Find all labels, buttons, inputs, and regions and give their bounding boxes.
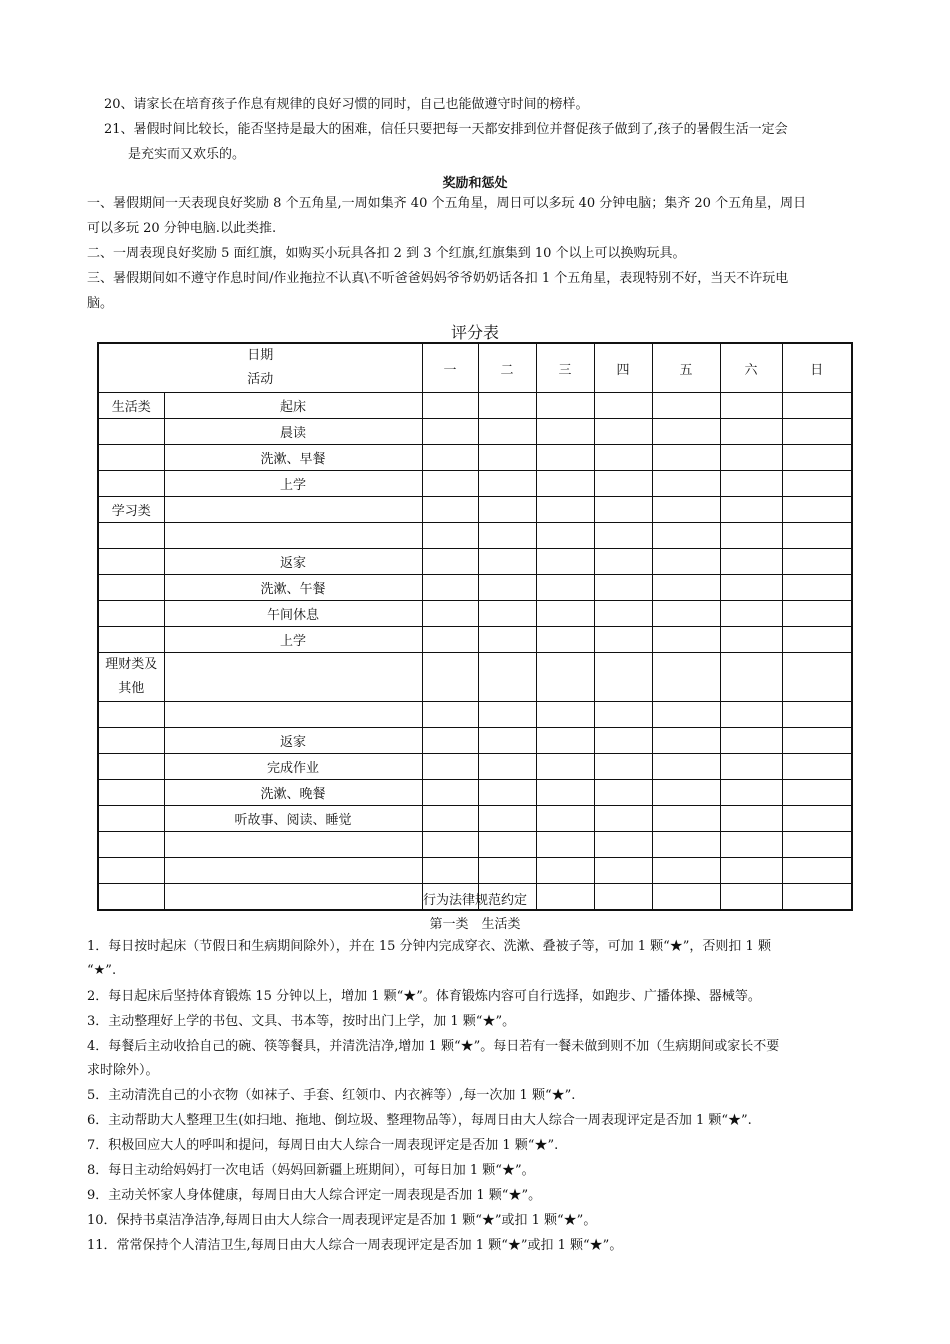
score-cell[interactable] [720, 702, 782, 728]
row-activity: 完成作业 [164, 754, 422, 780]
header-date: 日期 [247, 348, 274, 363]
score-cell[interactable] [478, 832, 536, 858]
intro-item-21-line1: 21、暑假时间比较长，能否坚持是最大的困难，信任只要把每一天都安排到位并督促孩子做到了,孩子的暑假生活一定会 [104, 122, 788, 137]
score-cell[interactable] [422, 419, 478, 445]
rewards-title: 奖励和惩处 [442, 176, 508, 191]
rewards-p2: 二、一周表现良好奖励 5 面红旗，如购买小玩具各扣 2 到 3 个红旗,红旗集到 10 个以上可以换购玩具。 [87, 246, 686, 261]
score-cell[interactable] [594, 728, 652, 754]
score-cell[interactable] [422, 728, 478, 754]
row-category [98, 445, 164, 471]
table-row [98, 754, 852, 780]
header-day: 五 [652, 343, 720, 393]
score-cell[interactable] [594, 702, 652, 728]
rule-11: 11．常常保持个人清洁卫生,每周日由大人综合一周表现评定是否加 1 颗“★”或扣 1 颗“★”。 [87, 1238, 623, 1253]
score-cell[interactable] [536, 549, 594, 575]
row-category [98, 523, 164, 549]
rule-8: 8．每日主动给妈妈打一次电话（妈妈回新疆上班期间），可每日加 1 颗“★”。 [87, 1163, 535, 1178]
score-cell[interactable] [594, 471, 652, 497]
row-category [98, 575, 164, 601]
score-cell[interactable] [422, 702, 478, 728]
score-cell[interactable] [536, 806, 594, 832]
score-cell[interactable] [536, 575, 594, 601]
score-cell[interactable] [652, 806, 720, 832]
score-cell[interactable] [594, 627, 652, 653]
score-cell[interactable] [478, 806, 536, 832]
score-cell[interactable] [536, 832, 594, 858]
score-cell[interactable] [782, 497, 852, 523]
rewards-p1-line2: 可以多玩 20 分钟电脑.以此类推. [87, 221, 277, 236]
row-category [98, 627, 164, 653]
score-cell[interactable] [720, 575, 782, 601]
row-category [98, 832, 164, 858]
header-day: 四 [594, 343, 652, 393]
score-cell[interactable] [652, 728, 720, 754]
table-row [98, 497, 852, 523]
score-cell[interactable] [536, 471, 594, 497]
row-category [98, 780, 164, 806]
score-cell[interactable] [536, 523, 594, 549]
header-day: 三 [536, 343, 594, 393]
score-cell[interactable] [422, 754, 478, 780]
score-cell[interactable] [478, 445, 536, 471]
score-cell[interactable] [536, 858, 594, 884]
score-cell[interactable] [594, 549, 652, 575]
score-cell[interactable] [422, 393, 478, 419]
row-category [98, 728, 164, 754]
header-day: 六 [720, 343, 782, 393]
score-cell[interactable] [594, 419, 652, 445]
score-cell[interactable] [536, 780, 594, 806]
score-cell[interactable] [478, 549, 536, 575]
table-row [98, 653, 852, 702]
score-cell[interactable] [652, 754, 720, 780]
header-day: 日 [782, 343, 852, 393]
score-cell[interactable] [652, 419, 720, 445]
score-cell[interactable] [782, 471, 852, 497]
rule-10: 10．保持书桌洁净洁净,每周日由大人综合一周表现评定是否加 1 颗“★”或扣 1 颗“★”。 [87, 1213, 597, 1228]
row-category [98, 858, 164, 884]
score-cell[interactable] [782, 754, 852, 780]
score-cell[interactable] [782, 858, 852, 884]
score-cell[interactable] [652, 471, 720, 497]
score-cell[interactable] [720, 858, 782, 884]
score-cell[interactable] [594, 601, 652, 627]
intro-item-21-line2: 是充实而又欢乐的。 [128, 147, 246, 162]
score-cell[interactable] [422, 497, 478, 523]
table-row [98, 728, 852, 754]
score-cell[interactable] [720, 497, 782, 523]
row-category: 生活类 [98, 393, 164, 419]
score-cell[interactable] [536, 728, 594, 754]
rule-2: 2．每日起床后坚持体育锻炼 15 分钟以上，增加 1 颗“★”。体育锻炼内容可自行选择，如跑步、广播体操、器械等。 [87, 989, 761, 1004]
row-activity [164, 858, 422, 884]
rule-4-line1: 4．每餐后主动收拾自己的碗、筷等餐具，并清洗洁净,增加 1 颗“★”。每日若有一餐未做到则不加（生病期间或家长不要 [87, 1039, 780, 1054]
score-cell[interactable] [536, 497, 594, 523]
score-cell[interactable] [536, 653, 594, 702]
score-cell[interactable] [782, 832, 852, 858]
score-cell[interactable] [422, 575, 478, 601]
score-cell[interactable] [422, 523, 478, 549]
score-cell[interactable] [536, 419, 594, 445]
score-cell[interactable] [478, 601, 536, 627]
rule-1-line1: 1．每日按时起床（节假日和生病期间除外），并在 15 分钟内完成穿衣、洗漱、叠被子等，可加 1 颗“★”，否则扣 1 颗 [87, 939, 771, 954]
row-category [98, 549, 164, 575]
score-cell[interactable] [422, 832, 478, 858]
row-activity [164, 653, 422, 702]
score-cell[interactable] [422, 653, 478, 702]
score-cell[interactable] [478, 393, 536, 419]
score-cell[interactable] [720, 780, 782, 806]
rule-5: 5．主动清洗自己的小衣物（如袜子、手套、红领巾、内衣裤等）,每一次加 1 颗“★”. [87, 1088, 576, 1103]
row-activity: 起床 [164, 393, 422, 419]
score-cell[interactable] [422, 549, 478, 575]
score-cell[interactable] [422, 806, 478, 832]
score-cell[interactable] [536, 754, 594, 780]
table-row [98, 780, 852, 806]
table-row [98, 627, 852, 653]
score-cell[interactable] [478, 780, 536, 806]
score-cell[interactable] [478, 497, 536, 523]
row-activity [164, 523, 422, 549]
score-table [97, 342, 853, 911]
score-cell[interactable] [720, 523, 782, 549]
table-row [98, 806, 852, 832]
score-cell[interactable] [782, 393, 852, 419]
row-activity: 洗漱、晚餐 [164, 780, 422, 806]
score-cell[interactable] [720, 445, 782, 471]
intro-item-20: 20、请家长在培育孩子作息有规律的良好习惯的同时，自己也能做遵守时间的榜样。 [104, 97, 589, 112]
row-category [98, 419, 164, 445]
row-activity [164, 702, 422, 728]
row-category [98, 702, 164, 728]
score-cell[interactable] [478, 419, 536, 445]
score-cell[interactable] [652, 523, 720, 549]
score-cell[interactable] [536, 393, 594, 419]
rewards-p3-line1: 三、暑假期间如不遵守作息时间/作业拖拉不认真\不听爸爸妈妈爷爷奶奶话各扣 1 个五角星，表现特别不好，当天不许玩电 [87, 271, 789, 286]
row-category [98, 601, 164, 627]
row-category [98, 471, 164, 497]
row-activity: 上学 [164, 627, 422, 653]
score-cell[interactable] [478, 702, 536, 728]
rule-1-line2: “★”. [87, 963, 117, 978]
rewards-p1-line1: 一、暑假期间一天表现良好奖励 8 个五角星,一周如集齐 40 个五角星，周日可以多玩 40 分钟电脑；集齐 20 个五角星，周日 [87, 196, 807, 211]
table-row [98, 445, 852, 471]
score-cell[interactable] [536, 702, 594, 728]
score-cell[interactable] [652, 780, 720, 806]
score-cell[interactable] [422, 858, 478, 884]
score-table-header [98, 343, 852, 393]
table-row [98, 419, 852, 445]
score-cell[interactable] [536, 601, 594, 627]
score-cell[interactable] [652, 549, 720, 575]
score-cell[interactable] [720, 728, 782, 754]
row-activity: 午间休息 [164, 601, 422, 627]
score-cell[interactable] [594, 806, 652, 832]
score-cell[interactable] [478, 627, 536, 653]
row-activity [164, 497, 422, 523]
row-activity: 晨读 [164, 419, 422, 445]
score-cell[interactable] [652, 627, 720, 653]
rule-9: 9．主动关怀家人身体健康，每周日由大人综合评定一周表现是否加 1 颗“★”。 [87, 1188, 542, 1203]
score-cell[interactable] [782, 601, 852, 627]
score-cell[interactable] [782, 806, 852, 832]
score-cell[interactable] [652, 497, 720, 523]
score-cell[interactable] [478, 728, 536, 754]
table-row [98, 832, 852, 858]
score-cell[interactable] [536, 445, 594, 471]
score-cell[interactable] [594, 393, 652, 419]
table-row [98, 393, 852, 419]
score-cell[interactable] [422, 780, 478, 806]
rule-7: 7．积极回应大人的呼叫和提问，每周日由大人综合一周表现评定是否加 1 颗“★”. [87, 1138, 559, 1153]
rule-3: 3．主动整理好上学的书包、文具、书本等，按时出门上学，加 1 颗“★”。 [87, 1014, 516, 1029]
score-cell[interactable] [652, 832, 720, 858]
score-cell[interactable] [652, 653, 720, 702]
score-cell[interactable] [478, 754, 536, 780]
row-category [98, 806, 164, 832]
score-cell[interactable] [594, 754, 652, 780]
score-cell[interactable] [594, 445, 652, 471]
score-cell[interactable] [720, 627, 782, 653]
score-cell[interactable] [594, 575, 652, 601]
score-cell[interactable] [720, 653, 782, 702]
table-row [98, 549, 852, 575]
header-date-activity [98, 343, 422, 393]
row-activity: 返家 [164, 549, 422, 575]
score-cell[interactable] [594, 858, 652, 884]
header-activity: 活动 [247, 372, 274, 387]
rule-6: 6．主动帮助大人整理卫生(如扫地、拖地、倒垃圾、整理物品等），每周日由大人综合一周表现评定是否加 1 颗“★”. [87, 1113, 752, 1128]
score-cell[interactable] [720, 419, 782, 445]
score-cell[interactable] [652, 601, 720, 627]
table-row [98, 702, 852, 728]
score-cell[interactable] [720, 601, 782, 627]
table-row [98, 523, 852, 549]
score-cell[interactable] [652, 702, 720, 728]
score-cell[interactable] [594, 497, 652, 523]
header-day: 一 [422, 343, 478, 393]
score-cell[interactable] [594, 653, 652, 702]
row-category [98, 754, 164, 780]
score-cell[interactable] [782, 575, 852, 601]
table-row [98, 601, 852, 627]
row-activity: 洗漱、午餐 [164, 575, 422, 601]
score-cell[interactable] [782, 653, 852, 702]
score-cell[interactable] [652, 858, 720, 884]
score-cell[interactable] [594, 832, 652, 858]
score-cell[interactable] [782, 728, 852, 754]
score-cell[interactable] [422, 627, 478, 653]
row-activity: 上学 [164, 471, 422, 497]
rules-subtitle: 第一类 生活类 [429, 917, 521, 932]
score-cell[interactable] [652, 393, 720, 419]
score-cell[interactable] [478, 653, 536, 702]
score-cell[interactable] [652, 445, 720, 471]
row-activity: 听故事、阅读、睡觉 [164, 806, 422, 832]
score-cell[interactable] [720, 549, 782, 575]
score-table-title: 评分表 [450, 323, 499, 342]
score-cell[interactable] [720, 393, 782, 419]
score-cell[interactable] [782, 445, 852, 471]
score-cell[interactable] [478, 858, 536, 884]
row-activity: 返家 [164, 728, 422, 754]
score-cell[interactable] [782, 702, 852, 728]
score-cell[interactable] [720, 754, 782, 780]
row-activity: 洗漱、早餐 [164, 445, 422, 471]
score-cell[interactable] [720, 806, 782, 832]
score-cell[interactable] [422, 601, 478, 627]
score-cell[interactable] [422, 471, 478, 497]
score-cell[interactable] [720, 471, 782, 497]
score-cell[interactable] [594, 780, 652, 806]
row-activity [164, 832, 422, 858]
score-cell[interactable] [594, 523, 652, 549]
table-row [98, 858, 852, 884]
header-day: 二 [478, 343, 536, 393]
score-cell[interactable] [478, 575, 536, 601]
score-cell[interactable] [720, 832, 782, 858]
score-cell[interactable] [422, 445, 478, 471]
table-row [98, 471, 852, 497]
rules-title: 行为法律规范约定 [422, 893, 527, 908]
score-cell[interactable] [782, 549, 852, 575]
score-cell[interactable] [782, 523, 852, 549]
row-category: 理财类及其他 [98, 653, 164, 702]
score-cell[interactable] [652, 575, 720, 601]
score-cell[interactable] [536, 627, 594, 653]
score-cell[interactable] [782, 780, 852, 806]
score-cell[interactable] [782, 419, 852, 445]
row-category: 学习类 [98, 497, 164, 523]
table-row [98, 575, 852, 601]
rewards-p3-line2: 脑。 [87, 296, 114, 311]
score-cell[interactable] [478, 523, 536, 549]
score-cell[interactable] [782, 627, 852, 653]
score-cell[interactable] [478, 471, 536, 497]
rule-4-line2: 求时除外）。 [87, 1063, 159, 1078]
